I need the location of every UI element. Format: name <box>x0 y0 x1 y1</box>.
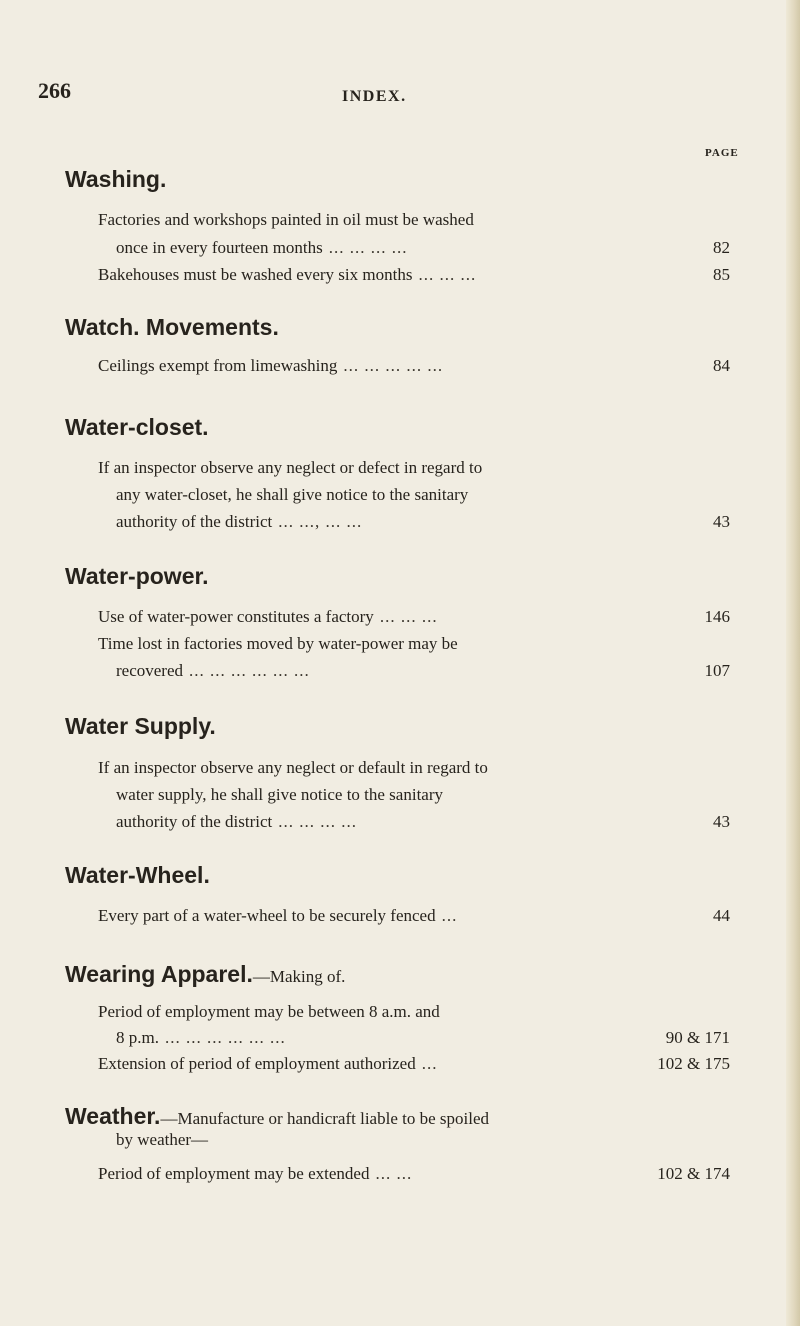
page-number: 266 <box>38 78 71 103</box>
index-entry <box>116 1028 730 1048</box>
dot-leader: ... ... ... ... ... <box>343 356 444 375</box>
index-line: water supply, he shall give notice to the sanitary <box>116 785 444 804</box>
entry-text: authority of the district <box>116 512 273 531</box>
heading-main: Weather. <box>65 1103 161 1129</box>
index-entry <box>116 812 730 832</box>
page-ref: 43 <box>713 812 730 831</box>
dot-leader: ... ... <box>375 1164 413 1183</box>
dot-leader: ... ..., ... ... <box>278 512 363 531</box>
running-head: INDEX. <box>342 88 407 105</box>
index-line: Factories and workshops painted in oil must be washed <box>98 210 474 229</box>
section-heading-water-power: Water-power. <box>65 563 209 589</box>
heading-main: Wearing Apparel. <box>65 961 253 987</box>
index-entry <box>116 238 730 258</box>
page-ref: 44 <box>713 906 730 925</box>
section-heading-watch-movements: Watch. Movements. <box>65 314 279 340</box>
entry-text: 8 p.m. <box>116 1028 159 1047</box>
heading-sub: —Manufacture or handicraft liable to be spoiled <box>160 1109 489 1128</box>
page-ref: 146 <box>704 607 730 626</box>
entry-text: once in every fourteen months <box>116 238 323 257</box>
section-heading-water-wheel: Water-Wheel. <box>65 862 210 888</box>
dot-leader: ... ... ... ... <box>328 238 408 257</box>
page-column-label: PAGE <box>705 147 739 159</box>
dot-leader: ... ... ... <box>379 607 438 626</box>
page-ref: 102 & 175 <box>657 1054 730 1073</box>
section-heading-washing: Washing. <box>65 166 167 192</box>
section-heading-weather <box>65 1103 489 1130</box>
index-line: If an inspector observe any neglect or default in regard to <box>98 758 488 777</box>
entry-text: Extension of period of employment authorized <box>98 1054 416 1073</box>
entry-text: Bakehouses must be washed every six months <box>98 265 413 284</box>
dot-leader: ... <box>441 906 458 925</box>
index-line: by weather— <box>116 1130 209 1149</box>
entry-text: Use of water-power constitutes a factory <box>98 607 374 626</box>
index-line: any water-closet, he shall give notice to the sanitary <box>116 485 469 504</box>
section-heading-wearing-apparel <box>65 961 345 988</box>
dot-leader: ... <box>421 1054 438 1073</box>
section-heading-water-supply: Water Supply. <box>65 713 216 739</box>
heading-sub: —Making of. <box>252 967 346 986</box>
index-entry <box>98 1054 730 1074</box>
index-entry <box>98 607 730 627</box>
dot-leader: ... ... ... <box>418 265 477 284</box>
page-ref: 82 <box>713 238 730 257</box>
page-ref: 90 & 171 <box>665 1028 730 1047</box>
entry-text: Period of employment may be extended <box>98 1164 370 1183</box>
page-ref: 107 <box>704 661 730 680</box>
dot-leader: ... ... ... ... <box>278 812 358 831</box>
dot-leader: ... ... ... ... ... ... <box>189 661 310 680</box>
entry-text: Ceilings exempt from limewashing <box>98 356 338 375</box>
index-entry <box>98 906 730 926</box>
index-entry <box>98 356 730 376</box>
page-ref: 85 <box>713 265 730 284</box>
index-entry <box>98 265 730 285</box>
page-ref: 43 <box>713 512 730 531</box>
dot-leader: ... ... ... ... ... ... <box>164 1028 286 1047</box>
index-line: If an inspector observe any neglect or defect in regard to <box>98 458 483 477</box>
index-line: Period of employment may be between 8 a.m. and <box>98 1002 440 1021</box>
index-entry <box>116 661 730 681</box>
page-edge <box>786 0 800 1326</box>
page-ref: 84 <box>713 356 730 375</box>
entry-text: recovered <box>116 661 184 680</box>
index-entry <box>116 512 730 532</box>
section-heading-water-closet: Water-closet. <box>65 414 209 440</box>
entry-text: authority of the district <box>116 812 273 831</box>
index-line: Time lost in factories moved by water-power may be <box>98 634 458 653</box>
page-ref: 102 & 174 <box>657 1164 730 1183</box>
entry-text: Every part of a water-wheel to be securely fenced <box>98 906 436 925</box>
index-entry <box>98 1164 730 1184</box>
